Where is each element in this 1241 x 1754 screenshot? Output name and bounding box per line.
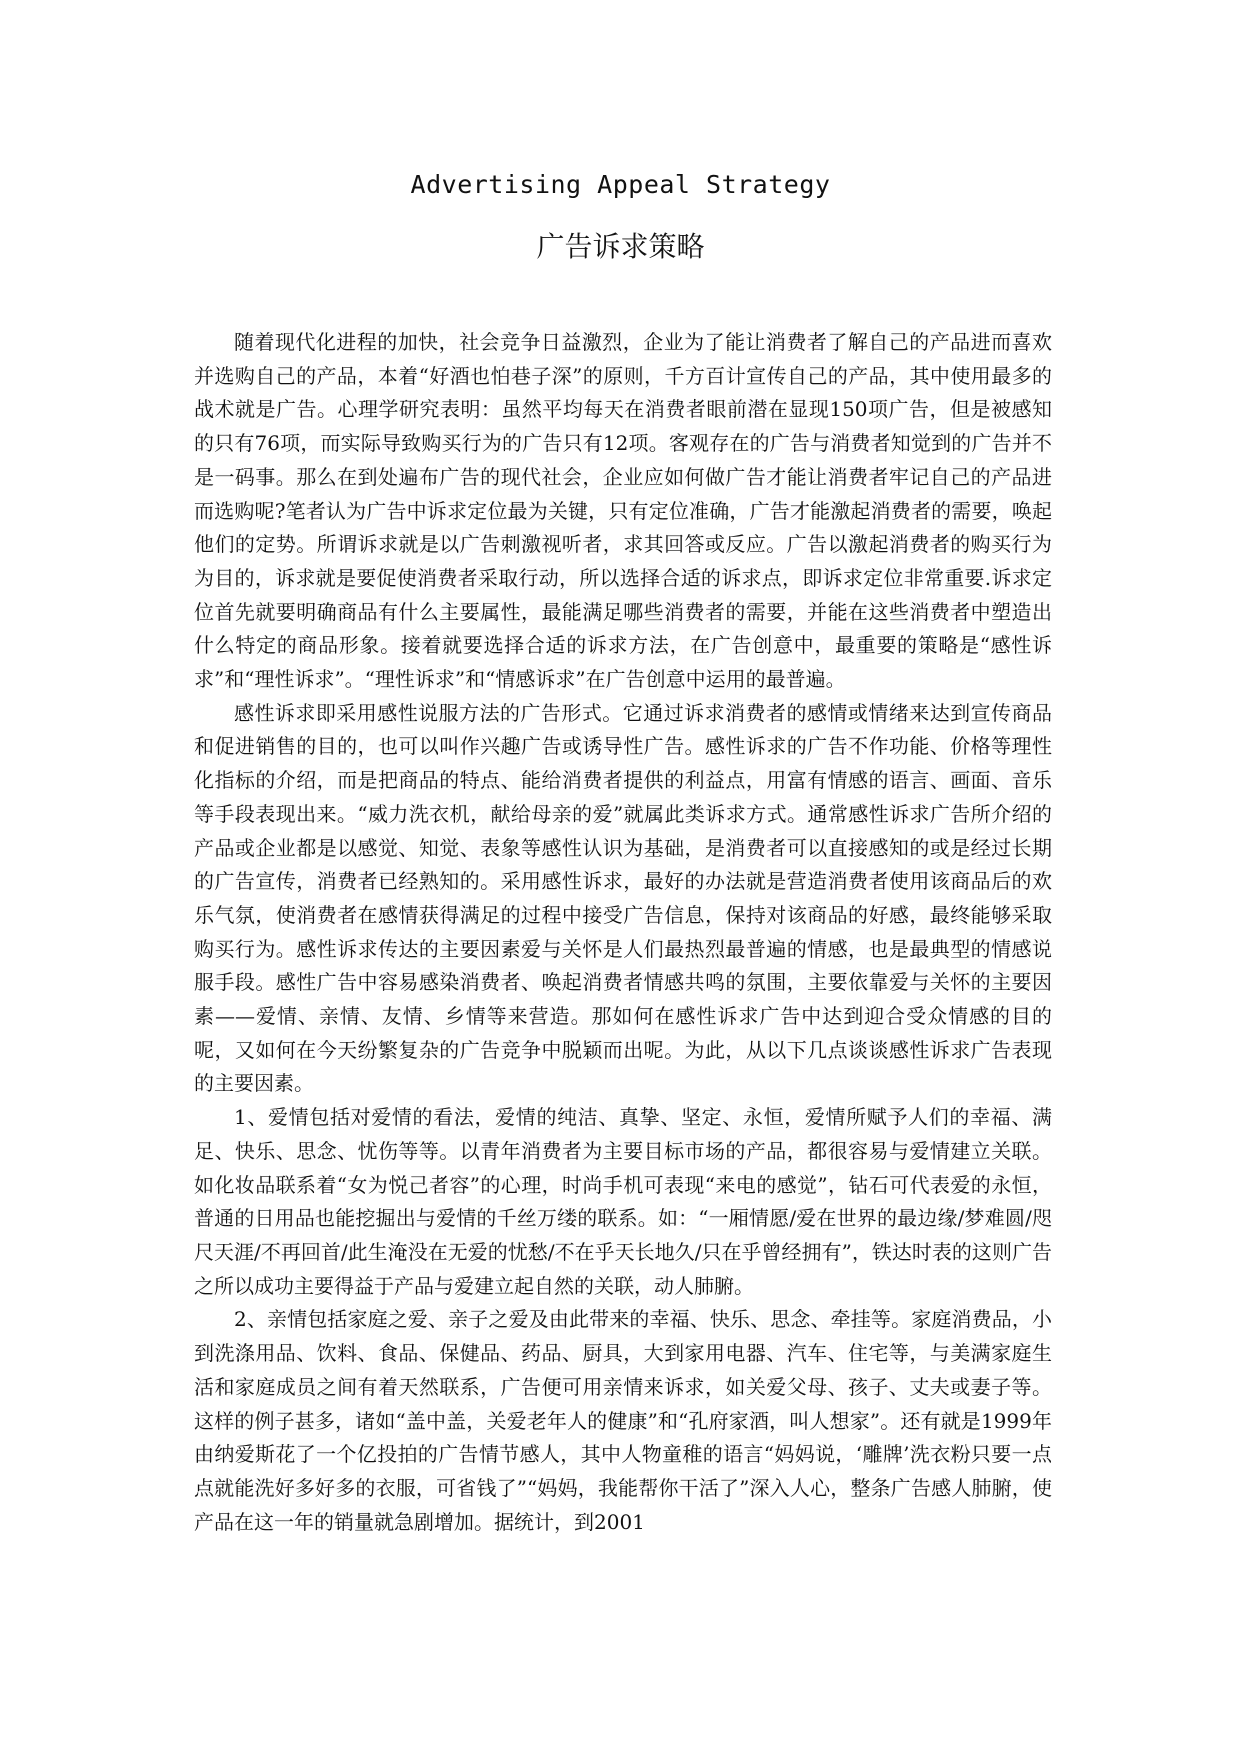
english-title: Advertising Appeal Strategy	[410, 170, 831, 199]
paragraph-emotional-appeal: 感性诉求即采用感性说服方法的广告形式。它通过诉求消费者的感情或情绪来达到宣传商品和促进销售的目的，也可以叫作兴趣广告或诱导性广告。感性诉求的广告不作功能、价格等理性化指标的介绍，而是把商品的特点、能给消费者提供的利益点，用富有情感的语言、画面、音乐等手段表现出来。“威力洗衣机，献给母亲的爱”就属此类诉求方式。通常感性诉求广告所介绍的产品或企业都是以感觉、知觉、表象等感性认识为基础，是消费者可以直接感知的或是经过长期的广告宣传，消费者已经熟知的。采用感性诉求，最好的办法就是营造消费者使用该商品后的欢乐气氛，使消费者在感情获得满足的过程中接受广告信息，保持对该商品的好感，最终能够采取购买行为。感性诉求传达的主要因素爱与关怀是人们最热烈最普遍的情感，也是最典型的情感说服手段。感性广告中容易感染消费者、唤起消费者情感共鸣的氛围，主要依靠爱与关怀的主要因素——爱情、亲情、友情、乡情等来营造。那如何在感性诉求广告中达到迎合受众情感的目的呢，又如何在今天纷繁复杂的广告竞争中脱颖而出呢。为此，从以下几点谈谈感性诉求广告表现的主要因素。	[194, 700, 1052, 1096]
chinese-title: 广告诉求策略	[536, 230, 705, 263]
body-text	[194, 326, 1052, 1539]
paragraph-intro: 随着现代化进程的加快，社会竞争日益激烈，企业为了能让消费者了解自己的产品进而喜欢并选购自己的产品，本着“好酒也怕巷子深”的原则，千方百计宣传自己的产品，其中使用最多的战术就是广告。心理学研究表明：虽然平均每天在消费者眼前潜在显现150项广告，但是被感知的只有76项，而实际导致购买行为的广告只有12项。客观存在的广告与消费者知觉到的广告并不是一码事。那么在到处遍布广告的现代社会，企业应如何做广告才能让消费者牢记自己的产品进而选购呢?笔者认为广告中诉求定位最为关键，只有定位准确，广告才能激起消费者的需要，唤起他们的定势。所谓诉求就是以广告刺激视听者，求其回答或反应。广告以激起消费者的购买行为为目的，诉求就是要促使消费者采取行动，所以选择合适的诉求点，即诉求定位非常重要.诉求定位首先就要明确商品有什么主要属性，最能满足哪些消费者的需要，并能在这些消费者中塑造出什么特定的商品形象。接着就要选择合适的诉求方法，在广告创意中，最重要的策略是“感性诉求”和“理性诉求”。“理性诉求”和“情感诉求”在广告创意中运用的最普遍。	[194, 330, 1052, 692]
paragraph-family: 2、亲情包括家庭之爱、亲子之爱及由此带来的幸福、快乐、思念、牵挂等。家庭消费品，小到洗涤用品、饮料、食品、保健品、药品、厨具，大到家用电器、汽车、住宅等，与美满家庭生活和家庭成员之间有着天然联系，广告便可用亲情来诉求，如关爱父母、孩子、丈夫或妻子等。这样的例子甚多，诸如“盖中盖，关爱老年人的健康”和“孔府家酒，叫人想家”。还有就是1999年由纳爱斯花了一个亿投拍的广告情节感人，其中人物童稚的语言“妈妈说，‘雕牌’洗衣粉只要一点点就能洗好多好多的衣服，可省钱了”“妈妈，我能帮你干活了”深入人心，整条广告感人肺腑，使产品在这一年的销量就急剧增加。据统计，到2001	[194, 1307, 1052, 1534]
paragraph-love: 1、爱情包括对爱情的看法，爱情的纯洁、真挚、坚定、永恒，爱情所赋予人们的幸福、满足、快乐、思念、忧伤等等。以青年消费者为主要目标市场的产品，都很容易与爱情建立关联。如化妆品联系着“女为悦己者容”的心理，时尚手机可表现“来电的感觉”，钻石可代表爱的永恒，普通的日用品也能挖掘出与爱情的千丝万缕的联系。如：“一厢情愿/爱在世界的最边缘/梦难圆/咫尺天涯/不再回首/此生淹没在无爱的忧愁/不在乎天长地久/只在乎曾经拥有”，铁达时表的这则广告之所以成功主要得益于产品与爱建立起自然的关联，动人肺腑。	[194, 1105, 1052, 1298]
